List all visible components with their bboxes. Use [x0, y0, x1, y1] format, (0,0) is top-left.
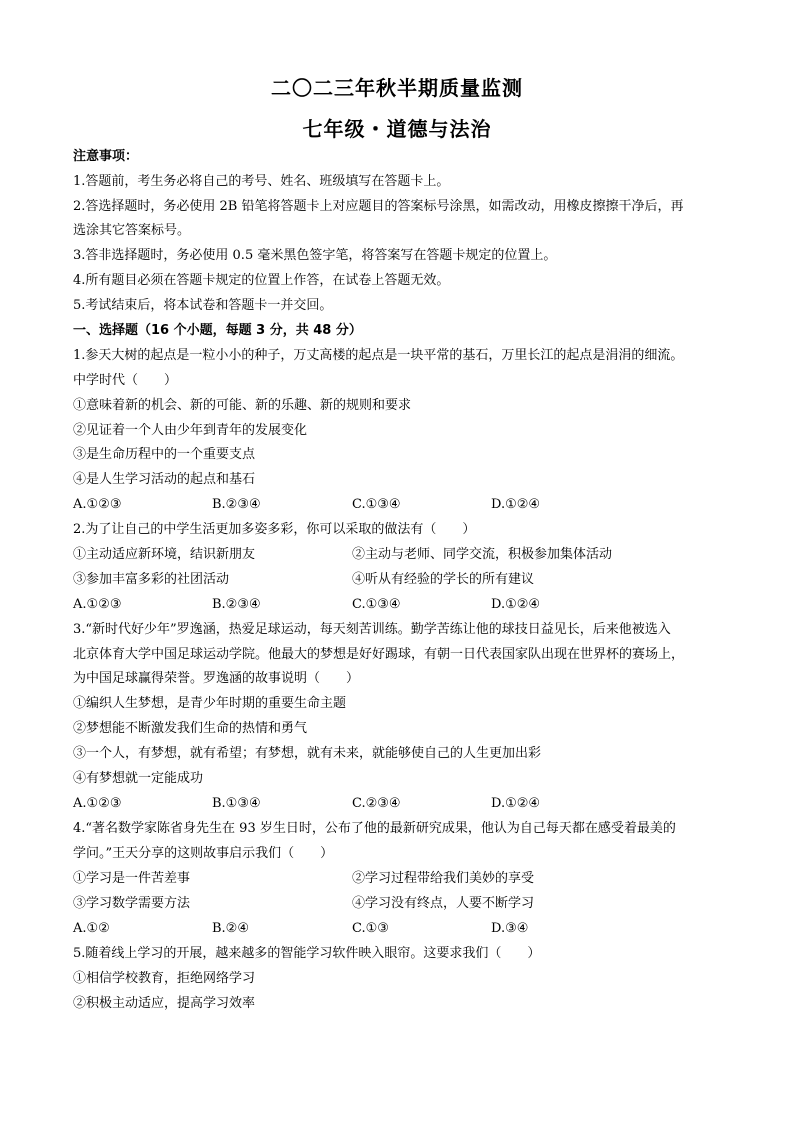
question-stem: 4.“著名数学家陈省身先生在 93 岁生日时，公布了他的最新研究成果，他认为自己每天都在感受着最美的 [73, 821, 676, 836]
option-b: B.②④ [212, 921, 249, 936]
statement: ①意味着新的机会、新的可能、新的乐趣、新的规则和要求 [73, 398, 412, 413]
statement: ③学习数学需要方法 [73, 896, 191, 911]
question-stem: 3.“新时代好少年”罗逸涵，热爱足球运动，每天刻苦训练。勤学苦练让他的球技日益见长，后来他被选入 [73, 622, 671, 637]
option-d: D.①②④ [491, 796, 541, 811]
statement: ①学习是一件苦差事 [73, 871, 191, 886]
statement: ②主动与老师、同学交流，积极参加集体活动 [352, 547, 613, 562]
option-d: D.③④ [491, 921, 529, 936]
option-c: C.①③④ [352, 497, 401, 512]
option-d: D.①②④ [491, 597, 541, 612]
statement: ④听从有经验的学长的所有建议 [352, 572, 535, 587]
exam-title: 二〇二三年秋半期质量监测 [271, 76, 523, 100]
question-stem: 中学时代（ ） [73, 373, 178, 388]
note-item: 2.答选择题时，务必使用 2B 铅笔将答题卡上对应题目的答案标号涂黑，如需改动，用橡皮擦擦干净后，再 [73, 199, 684, 214]
question-stem: 1.参天大树的起点是一粒小小的种子，万丈高楼的起点是一块平常的基石，万里长江的起点是涓涓的细流。 [73, 348, 684, 363]
note-item: 3.答非选择题时，务必使用 0.5 毫米黑色签字笔，将答案写在答题卡规定的位置上。 [73, 248, 557, 263]
statement: ②见证着一个人由少年到青年的发展变化 [73, 423, 308, 438]
note-item: 选涂其它答案标号。 [73, 223, 191, 238]
statement: ①编织人生梦想，是青少年时期的重要生命主题 [73, 696, 347, 711]
statement: ③参加丰富多彩的社团活动 [73, 572, 230, 587]
option-c: C.①③ [352, 921, 389, 936]
statement: ③一个人，有梦想，就有希望；有梦想，就有未来，就能够使自己的人生更加出彩 [73, 746, 542, 761]
statement: ④学习没有终点，人要不断学习 [352, 896, 535, 911]
statement: ④有梦想就一定能成功 [73, 771, 204, 786]
option-b: B.②③④ [212, 597, 261, 612]
note-item: 1.答题前，考生务必将自己的考号、姓名、班级填写在答题卡上。 [73, 174, 450, 189]
question-stem: 北京体育大学中国足球运动学院。他最大的梦想是好好踢球，有朝一日代表国家队出现在世界杯的赛场上， [73, 647, 685, 662]
question-stem: 学问。”王天分享的这则故事启示我们（ ） [73, 846, 334, 861]
option-c: C.①③④ [352, 597, 401, 612]
statement: ②积极主动适应，提高学习效率 [73, 996, 256, 1011]
statement: ①主动适应新环境，结识新朋友 [73, 547, 256, 562]
notes-heading: 注意事项： [73, 149, 139, 164]
option-b: B.①③④ [212, 796, 261, 811]
section-heading: 一、选择题（16 个小题，每题 3 分，共 48 分） [73, 323, 362, 338]
note-item: 5.考试结束后，将本试卷和答题卡一并交回。 [73, 298, 333, 313]
option-a: A.①②③ [73, 497, 122, 512]
statement: ③是生命历程中的一个重要支点 [73, 447, 256, 462]
option-c: C.②③④ [352, 796, 401, 811]
statement: ②梦想能不断激发我们生命的热情和勇气 [73, 721, 308, 736]
note-item: 4.所有题目必须在答题卡规定的位置上作答，在试卷上答题无效。 [73, 273, 450, 288]
option-a: A.①②③ [73, 597, 122, 612]
option-b: B.②③④ [212, 497, 261, 512]
option-d: D.①②④ [491, 497, 541, 512]
statement: ④是人生学习活动的起点和基石 [73, 472, 256, 487]
option-a: A.①② [73, 921, 110, 936]
statement: ②学习过程带给我们美妙的享受 [352, 871, 535, 886]
question-stem: 5.随着线上学习的开展，越来越多的智能学习软件映入眼帘。这要求我们（ ） [73, 946, 541, 961]
question-stem: 为中国足球赢得荣誉。罗逸涵的故事说明（ ） [73, 671, 360, 686]
exam-subtitle: 七年级・道德与法治 [302, 117, 492, 141]
question-stem: 2.为了让自己的中学生活更加多姿多彩，你可以采取的做法有（ ） [73, 522, 476, 537]
option-a: A.①②③ [73, 796, 122, 811]
statement: ①相信学校教育，拒绝网络学习 [73, 971, 256, 986]
